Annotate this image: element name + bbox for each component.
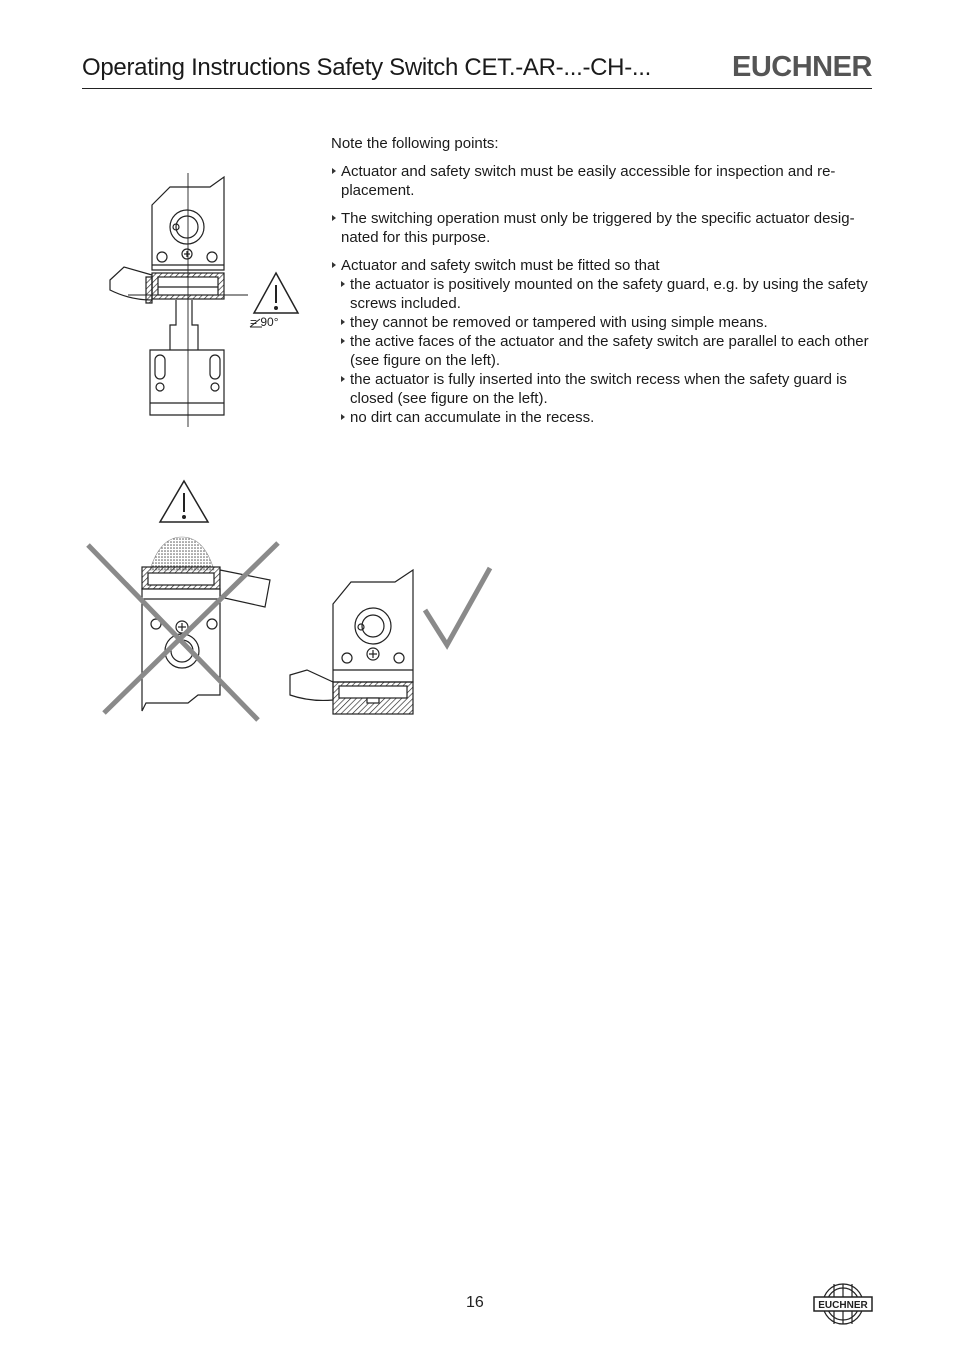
list-item: Actuator and safety switch must be fitted so that [331,256,871,275]
euchner-logo: EUCHNER [732,51,872,83]
incorrect-mounting-figure [80,475,295,725]
euchner-seal-logo [812,1280,874,1328]
correct-mounting-figure [285,560,500,720]
sub-list-item: the actuator is fully inserted into the switch recess when the safety guard is closed (see figure on the left). [331,370,871,408]
seal-label: EUCHNER [818,1300,868,1311]
sub-list-item: the active faces of the actuator and the safety switch are parallel to each other (see figure on the left). [331,332,871,370]
list-item: Actuator and safety switch must be easily accessible for inspection and re-placement. [331,162,871,200]
page-title: Operating Instructions Safety Switch CET.-AR-...-CH-... [82,54,652,81]
angle-label: = 90° [250,315,279,329]
header-divider [82,88,872,89]
sub-list-item: they cannot be removed or tampered with using simple means. [331,313,871,332]
sub-list-item: no dirt can accumulate in the recess. [331,408,871,427]
page-number: 16 [466,1294,484,1311]
sub-list-item: the actuator is positively mounted on the safety guard, e.g. by using the safety screws included. [331,275,871,313]
list-item: The switching operation must only be triggered by the specific actuator desig-nated for this purpose. [331,209,871,247]
alignment-figure [100,165,320,430]
intro-text: Note the following points: [331,135,499,152]
instructions-text [331,134,871,427]
